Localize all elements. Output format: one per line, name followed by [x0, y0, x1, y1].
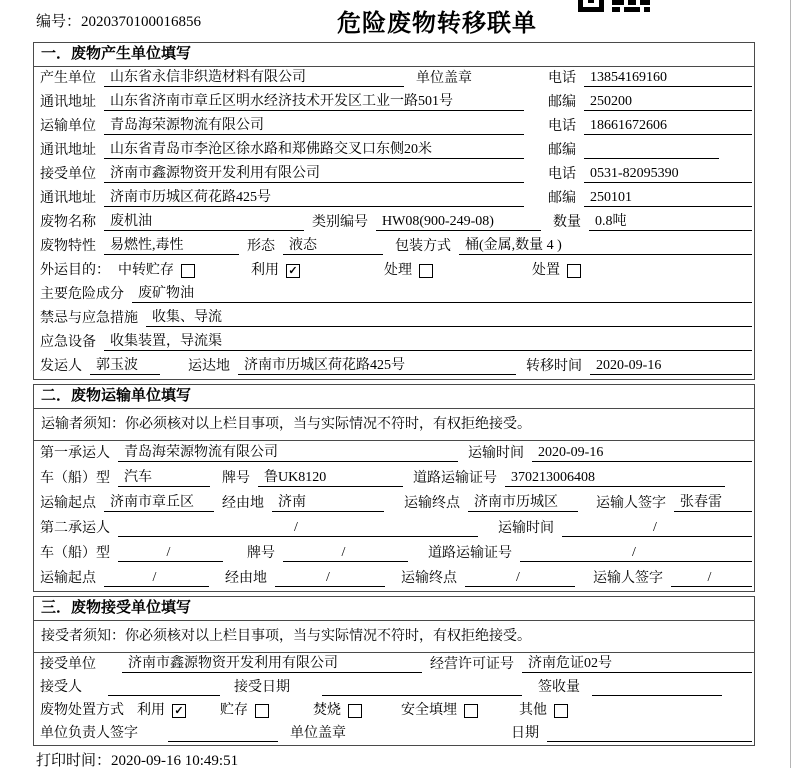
road-license1-value: 370213006408 — [505, 469, 725, 487]
seal-label: 单位盖章 — [416, 71, 472, 86]
packing-value: 桶(金属,数量 4 ) — [459, 237, 752, 255]
disposal-utilize-checkbox-icon: ✓ — [172, 704, 186, 718]
producer-zip-label: 邮编 — [548, 95, 576, 110]
vehicle1-type-label: 车（船）型 — [40, 471, 110, 486]
waste-name-row — [34, 211, 754, 235]
transporter-address-label: 通讯地址 — [40, 143, 96, 158]
plate2-label: 牌号 — [247, 546, 275, 561]
route2-row — [34, 566, 754, 591]
receiver-phone-value: 0531-82095390 — [584, 165, 752, 183]
producer-phone-label: 电话 — [548, 71, 576, 86]
second-carrier-row — [34, 516, 754, 541]
purpose-option-dispose — [532, 262, 581, 279]
route2-start-value: / — [104, 569, 209, 587]
road-license1-label: 道路运输证号 — [413, 471, 497, 486]
transfer-time-label: 转移时间 — [526, 359, 582, 374]
waste-character-row — [34, 235, 754, 259]
route2-end-value: / — [465, 569, 575, 587]
waste-character-label: 废物特性 — [40, 239, 96, 254]
plate2-value: / — [283, 544, 408, 562]
section3-box — [33, 596, 755, 746]
purpose-option-utilize — [251, 262, 300, 279]
received-qty-value — [592, 678, 722, 696]
vehicle2-row — [34, 541, 754, 566]
qr-code-partial-icon — [578, 0, 652, 13]
destination-label: 运达地 — [188, 359, 230, 374]
business-license-value: 济南危证02号 — [522, 655, 752, 673]
dispatch-row — [34, 355, 754, 379]
treat-label: 处理 — [384, 263, 412, 278]
vehicle2-type-value: / — [118, 544, 223, 562]
receiver-value: 济南市鑫源物资开发利用有限公司 — [104, 165, 524, 183]
transport-time2-label: 运输时间 — [498, 521, 554, 536]
accepting-unit-row — [34, 653, 754, 676]
disposal-storage-checkbox-icon — [255, 704, 269, 718]
transporter-phone-value: 18661672606 — [584, 117, 752, 135]
doc-number-label: 编号： — [36, 14, 82, 30]
main-hazard-row — [34, 283, 754, 307]
transfer-purpose-row — [34, 259, 754, 283]
disposal-method-label: 废物处置方式 — [40, 703, 124, 718]
route1-via-label: 经由地 — [222, 496, 264, 511]
main-hazard-value: 废矿物油 — [132, 285, 752, 303]
route2-end-label: 运输终点 — [401, 571, 457, 586]
transporter-address-row — [34, 139, 754, 163]
disposal-landfill-label: 安全填埋 — [401, 703, 457, 718]
waste-qty-label: 数量 — [553, 215, 581, 230]
section2-box — [33, 384, 755, 592]
precautions-row — [34, 307, 754, 331]
disposal-option-incinerate — [313, 702, 362, 719]
waste-name-label: 废物名称 — [40, 215, 96, 230]
route1-row — [34, 491, 754, 516]
receiver-address-value: 济南市历城区荷花路425号 — [104, 189, 524, 207]
route2-sign-value: / — [671, 569, 752, 587]
disposal-utilize-label: 利用 — [137, 703, 165, 718]
producer-value: 山东省永信非织造材料有限公司 — [104, 69, 404, 87]
disposal-other-label: 其他 — [519, 703, 547, 718]
waste-character-value: 易燃性,毒性 — [104, 237, 239, 255]
receiver-row — [34, 163, 754, 187]
transfer-time-value: 2020-09-16 — [590, 357, 752, 375]
route2-via-label: 经由地 — [225, 571, 267, 586]
section1-header: 一．废物产生单位填写 — [34, 43, 754, 67]
received-qty-label: 签收量 — [538, 680, 580, 695]
transporter-value: 青岛海荣源物流有限公司 — [104, 117, 524, 135]
route1-start-value: 济南市章丘区 — [104, 494, 214, 512]
treat-checkbox-icon — [419, 264, 433, 278]
vehicle2-type-label: 车（船）型 — [40, 546, 110, 561]
sign-date-label: 日期 — [511, 726, 539, 741]
purpose-option-transit-storage — [118, 262, 195, 279]
waste-code-label: 类别编号 — [312, 215, 368, 230]
dispatcher-label: 发运人 — [40, 359, 82, 374]
plate1-label: 牌号 — [222, 471, 250, 486]
waste-form-label: 形态 — [247, 239, 275, 254]
disposal-option-other — [519, 702, 568, 719]
doc-number-value: 2020370100016856 — [81, 14, 202, 30]
disposal-other-checkbox-icon — [554, 704, 568, 718]
unit-seal-label: 单位盖章 — [290, 726, 346, 741]
route1-via-value: 济南 — [272, 494, 384, 512]
producer-zip-value: 250200 — [584, 93, 752, 111]
accept-date-label: 接受日期 — [234, 680, 290, 695]
disposal-incinerate-label: 焚烧 — [313, 703, 341, 718]
second-carrier-label: 第二承运人 — [40, 521, 110, 536]
route2-sign-label: 运输人签字 — [593, 571, 663, 586]
route2-via-value: / — [275, 569, 385, 587]
disposal-landfill-checkbox-icon — [464, 704, 478, 718]
route1-sign-value: 张春雷 — [674, 494, 752, 512]
transporter-label: 运输单位 — [40, 119, 96, 134]
page-edge-line — [790, 0, 791, 768]
print-time — [36, 749, 238, 768]
print-time-value: 2020-09-16 10:49:51 — [111, 753, 239, 768]
transport-time2-value: / — [562, 519, 752, 537]
producer-label: 产生单位 — [40, 71, 96, 86]
disposal-incinerate-checkbox-icon — [348, 704, 362, 718]
emergency-equipment-row — [34, 331, 754, 355]
transporter-address-value: 山东省青岛市李沧区徐水路和郑佛路交叉口东侧20米 — [104, 141, 524, 159]
utilize-label: 利用 — [251, 263, 279, 278]
dispatcher-value: 郭玉波 — [90, 357, 160, 375]
receiver-zip-label: 邮编 — [548, 191, 576, 206]
utilize-checkbox-icon: ✓ — [286, 264, 300, 278]
route1-end-value: 济南市历城区 — [468, 494, 578, 512]
accept-date-value — [322, 678, 522, 696]
route1-end-label: 运输终点 — [404, 496, 460, 511]
print-time-label: 打印时间： — [36, 753, 112, 768]
transfer-purpose-label: 外运目的： — [40, 263, 110, 278]
transporter-zip-label: 邮编 — [548, 143, 576, 158]
plate1-value: 鲁UK8120 — [258, 469, 403, 487]
waste-form-value: 液态 — [283, 237, 383, 255]
transporter-row — [34, 115, 754, 139]
accepting-unit-label: 接受单位 — [40, 657, 96, 672]
disposal-option-landfill — [401, 702, 478, 719]
section3-header: 三．废物接受单位填写 — [34, 597, 754, 621]
producer-address-label: 通讯地址 — [40, 95, 96, 110]
disposal-option-storage — [220, 702, 269, 719]
receiver-address-label: 通讯地址 — [40, 191, 96, 206]
route2-start-label: 运输起点 — [40, 571, 96, 586]
receiver-notice: 接受者须知：你必须核对以上栏目事项，当与实际情况不符时，有权拒绝接受。 — [34, 621, 754, 653]
transit-storage-checkbox-icon — [181, 264, 195, 278]
business-license-label: 经营许可证号 — [430, 657, 514, 672]
receiver-zip-value: 250101 — [584, 189, 752, 207]
recipient-label: 接受人 — [40, 680, 82, 695]
recipient-value — [108, 678, 220, 696]
destination-value: 济南市历城区荷花路425号 — [238, 357, 516, 375]
producer-phone-value: 13854169160 — [584, 69, 752, 87]
producer-address-value: 山东省济南市章丘区明水经济技术开发区工业一路501号 — [104, 93, 524, 111]
accepting-unit-value: 济南市鑫源物资开发利用有限公司 — [122, 655, 422, 673]
first-carrier-row — [34, 441, 754, 466]
precautions-label: 禁忌与应急措施 — [40, 311, 138, 326]
transport-time1-value: 2020-09-16 — [532, 444, 752, 462]
first-carrier-value: 青岛海荣源物流有限公司 — [118, 444, 458, 462]
receiver-address-row — [34, 187, 754, 211]
page-title: 危险废物转移联单 — [337, 11, 537, 37]
route1-sign-label: 运输人签字 — [596, 496, 666, 511]
purpose-option-treat — [384, 262, 433, 279]
disposal-option-utilize — [137, 702, 186, 719]
waste-name-value: 废机油 — [104, 213, 304, 231]
road-license2-value: / — [520, 544, 752, 562]
emergency-equipment-label: 应急设备 — [40, 335, 96, 350]
responsible-sign-value — [168, 724, 278, 742]
vehicle1-type-value: 汽车 — [118, 469, 210, 487]
dispose-checkbox-icon — [567, 264, 581, 278]
dispose-label: 处置 — [532, 263, 560, 278]
recipient-row — [34, 676, 754, 699]
receiver-label: 接受单位 — [40, 167, 96, 182]
waste-qty-value: 0.8吨 — [589, 213, 752, 231]
second-carrier-value: / — [118, 519, 478, 537]
disposal-method-row — [34, 699, 754, 722]
manifest-form — [33, 42, 755, 750]
waste-code-value: HW08(900-249-08) — [376, 213, 541, 231]
responsible-sign-label: 单位负责人签字 — [40, 726, 138, 741]
road-license2-label: 道路运输证号 — [428, 546, 512, 561]
transporter-phone-label: 电话 — [548, 119, 576, 134]
transporter-zip-value — [584, 141, 719, 159]
doc-number — [36, 10, 201, 31]
section1-box — [33, 42, 755, 380]
section2-header: 二．废物运输单位填写 — [34, 385, 754, 409]
producer-address-row — [34, 91, 754, 115]
emergency-equipment-value: 收集装置，导流渠 — [104, 333, 752, 351]
receiver-phone-label: 电话 — [548, 167, 576, 182]
transport-time1-label: 运输时间 — [468, 446, 524, 461]
main-hazard-label: 主要危险成分 — [40, 287, 124, 302]
disposal-storage-label: 贮存 — [220, 703, 248, 718]
transit-storage-label: 中转贮存 — [118, 263, 174, 278]
route1-start-label: 运输起点 — [40, 496, 96, 511]
sign-date-value — [547, 724, 752, 742]
precautions-value: 收集、导流 — [146, 309, 752, 327]
vehicle1-row — [34, 466, 754, 491]
responsible-sign-row — [34, 722, 754, 745]
transporter-notice: 运输者须知：你必须核对以上栏目事项，当与实际情况不符时，有权拒绝接受。 — [34, 409, 754, 441]
packing-label: 包装方式 — [395, 239, 451, 254]
producer-row — [34, 67, 754, 91]
first-carrier-label: 第一承运人 — [40, 446, 110, 461]
